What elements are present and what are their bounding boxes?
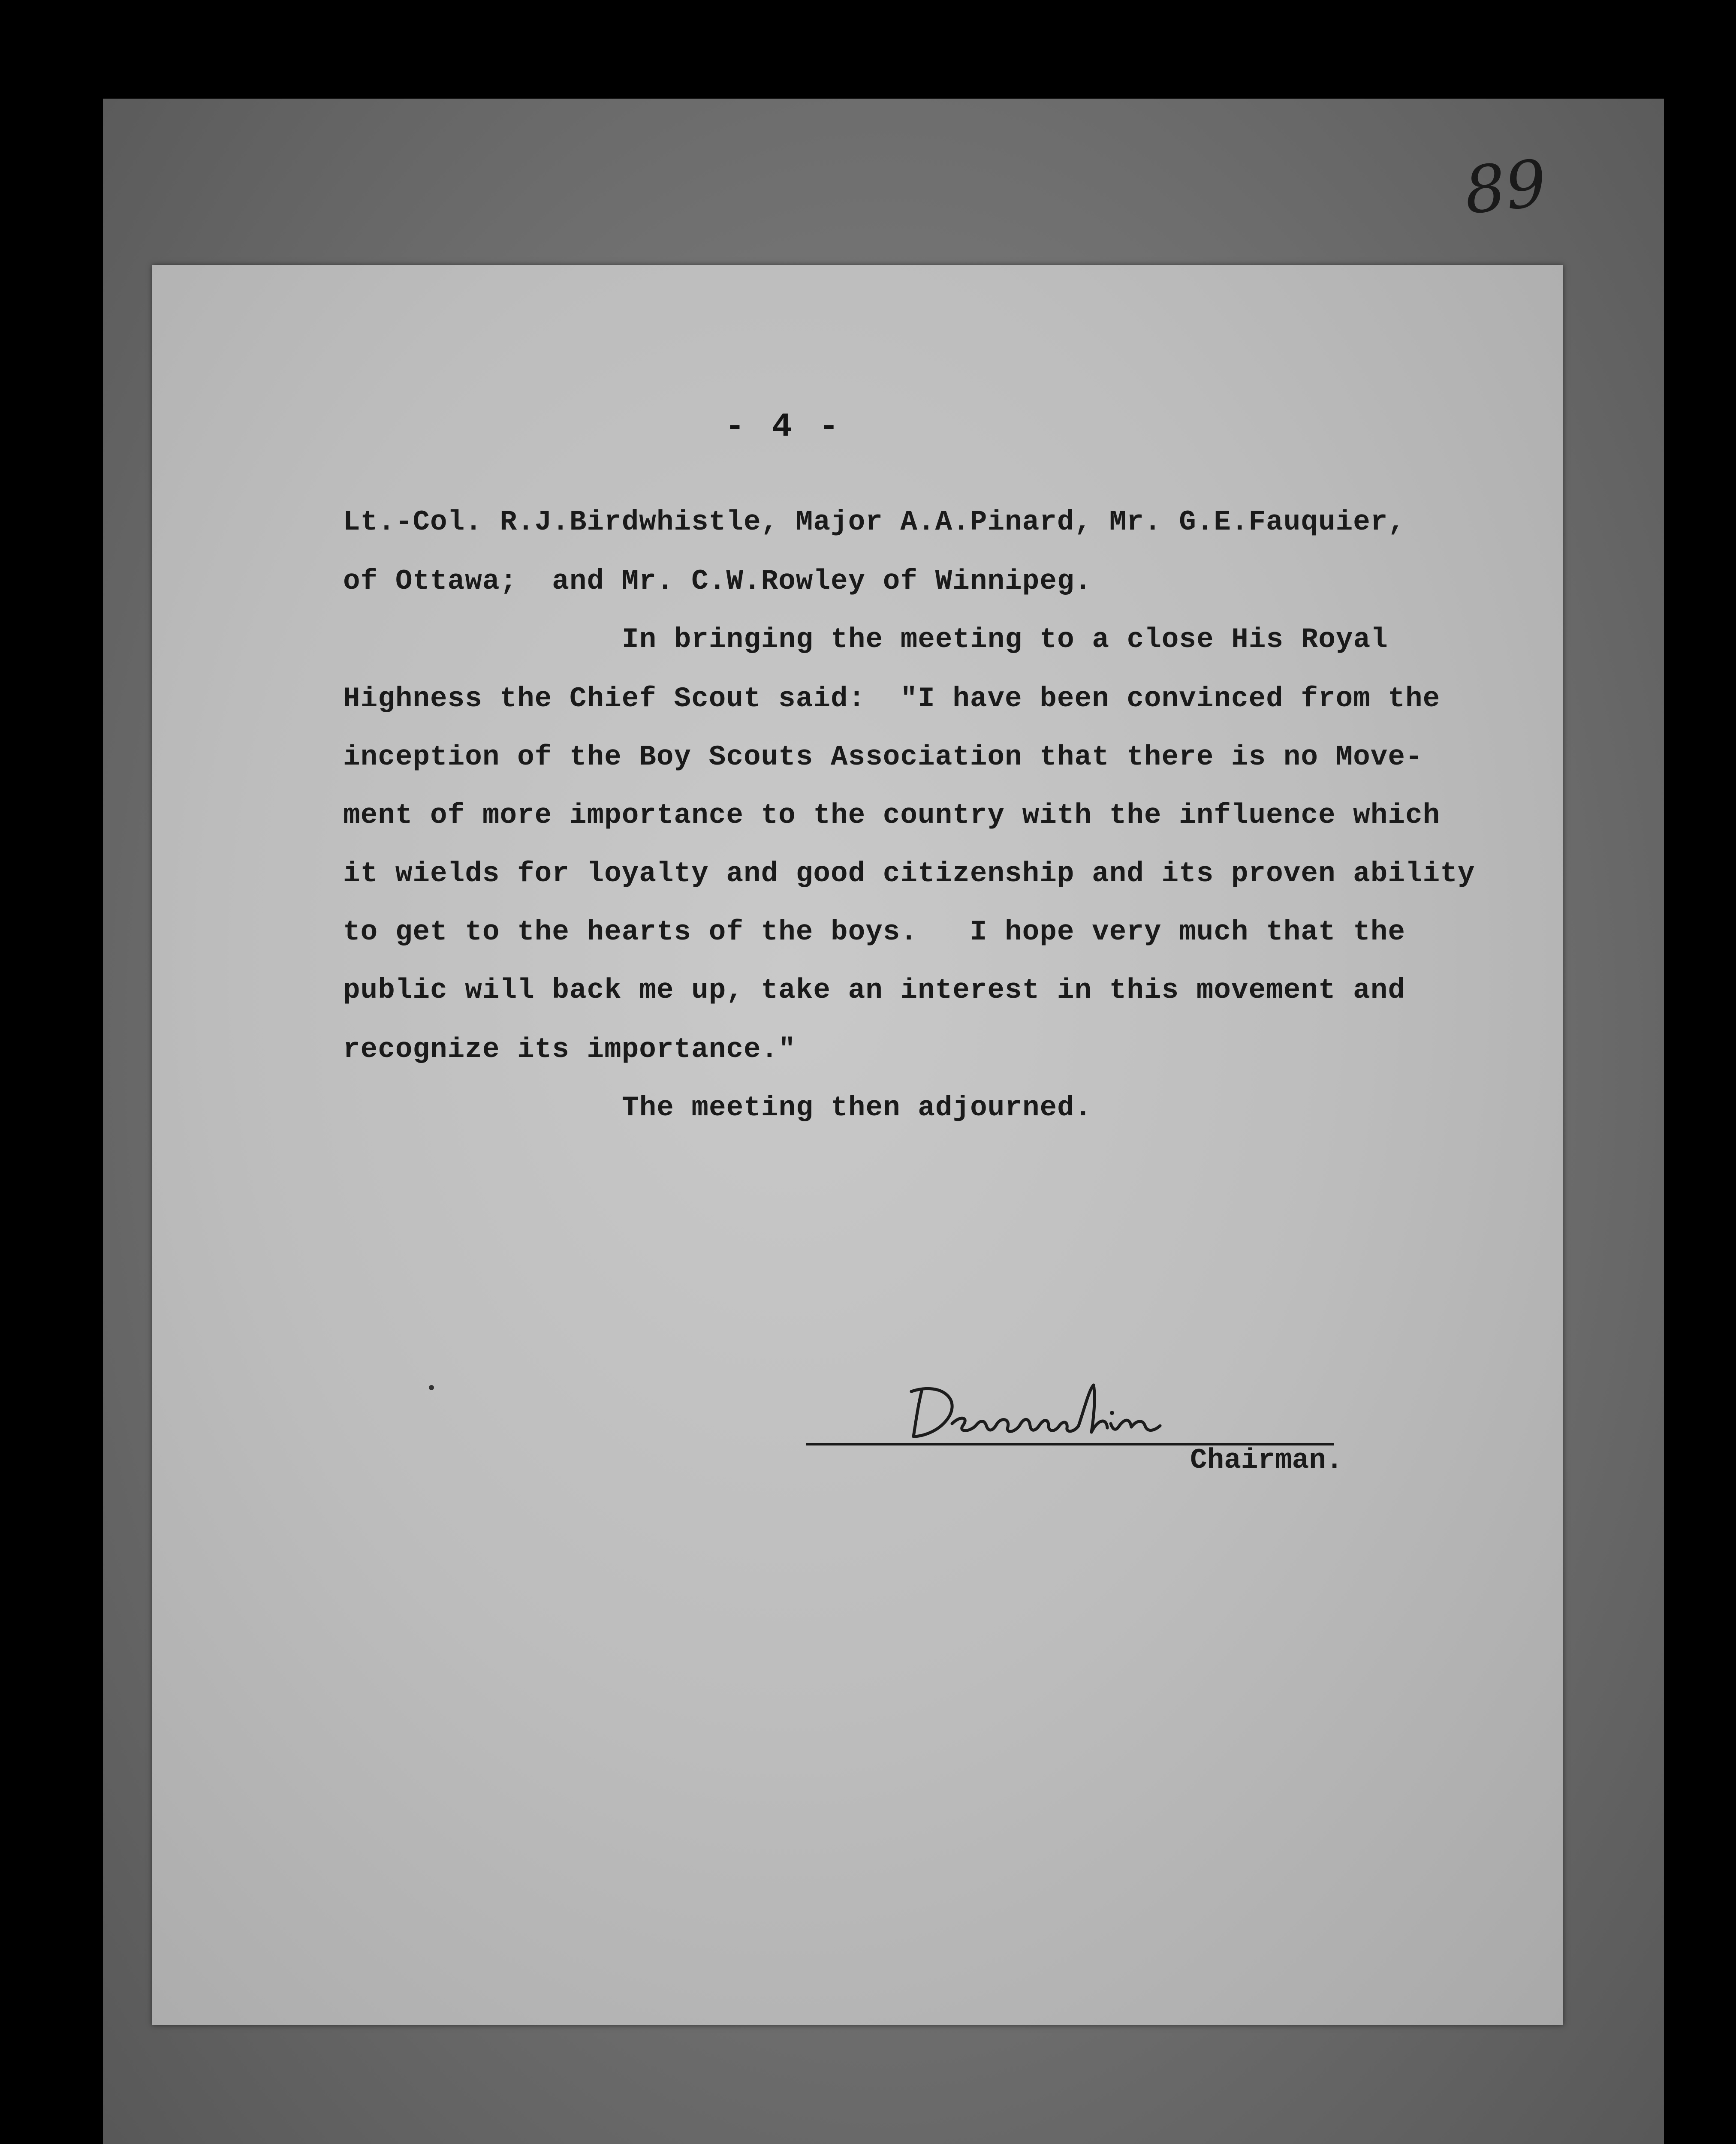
body-line-10: recognize its importance." <box>343 1033 796 1066</box>
body-line-9: public will back me up, take an interest in this movement and <box>343 974 1405 1006</box>
body-line-1: Lt.-Col. R.J.Birdwhistle, Major A.A.Pinard, Mr. G.E.Fauquier, <box>343 506 1405 538</box>
folio-number: 89 <box>1461 146 1550 229</box>
body-line-7: it wields for loyalty and good citizenship and its proven ability <box>343 858 1475 890</box>
body-line-8: to get to the hearts of the boys. I hope very much that the <box>343 916 1405 948</box>
page-number: - 4 - <box>725 408 843 446</box>
ink-speck <box>429 1385 434 1390</box>
body-line-4: Highness the Chief Scout said: "I have been convinced from the <box>343 683 1441 715</box>
body-line-6: ment of more importance to the country with the influence which <box>343 799 1441 831</box>
body-line-2: of Ottawa; and Mr. C.W.Rowley of Winnipeg. <box>343 565 1092 597</box>
body-line-3: In bringing the meeting to a close His Royal <box>622 623 1388 656</box>
signature-title: Chairman. <box>1190 1444 1343 1476</box>
body-line-11: The meeting then adjourned. <box>622 1092 1092 1124</box>
body-line-5: inception of the Boy Scouts Association that there is no Move- <box>343 741 1423 773</box>
handwritten-signature <box>905 1372 1205 1447</box>
